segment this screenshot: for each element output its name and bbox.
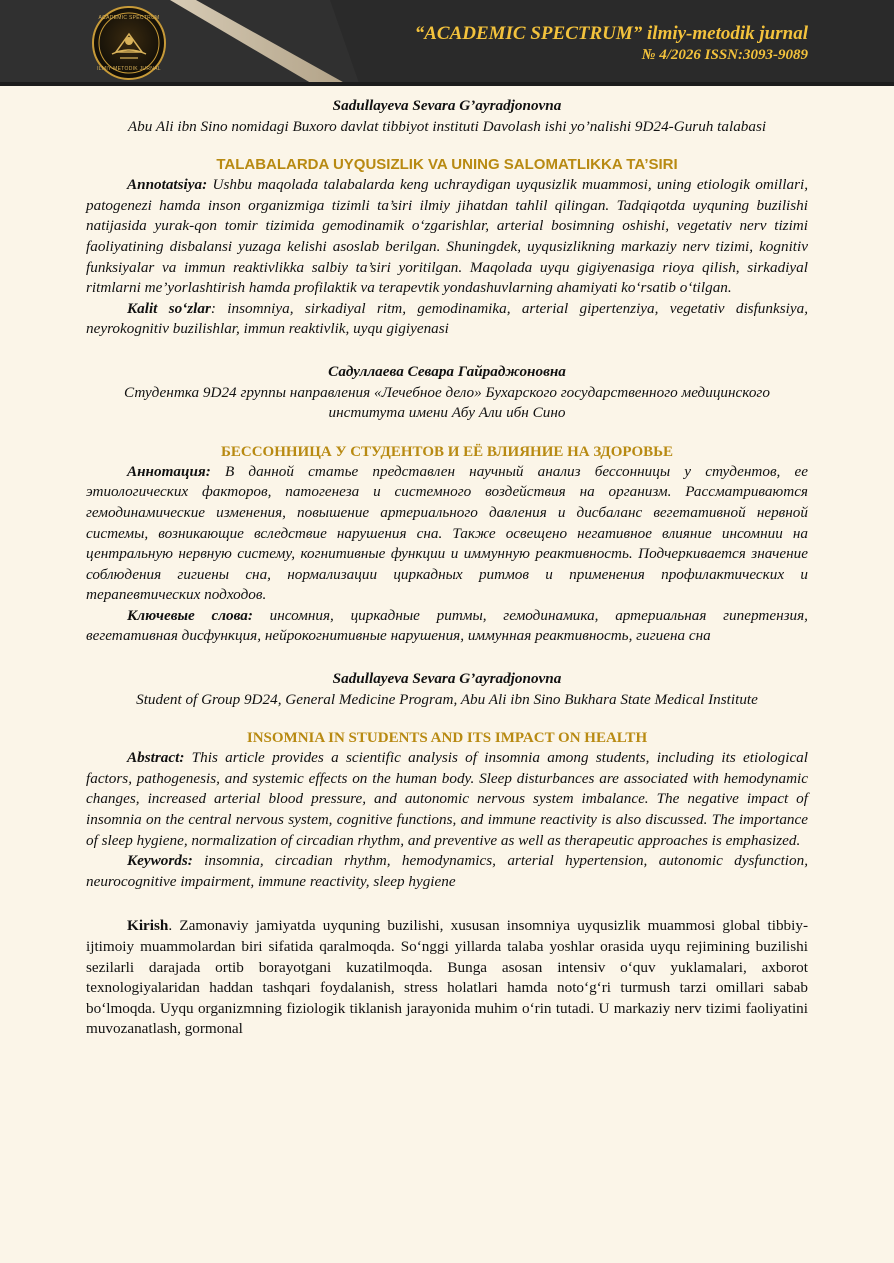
abstract-text-uz: Ushbu maqolada talabalarda keng uchraydigan uyqusizlik muammosi, uning etiologik omillari, patogenezi hamda inson organizmiga tizimli ta’siri ilmiy jihatdan tahlil qilingan. Tadqiqotda uyquning buzilishi natijasida yurak-qon tomir tizimida gemodinamik o‘zgarishlar, arterial bosimning oshishi, vegetativ nerv tizimi faoliyatining disbalansi yuzaga kelishi asoslab berilgan. Shuningdek, uyqusizlikning markaziy nerv tizimi, kognitiv funksiyalar va immun reaktivlikka salbiy ta’siri yoritilgan. Maqolada uyqu gigiyenasiga rioya qilish, sirkadiyal ritmlarni me’yorlashtirish hamda profilaktik va terapevtik yondashuvlarning ahamiyati ko‘rsatib o‘tilgan. bbox=[86, 176, 808, 297]
affiliation-en: Student of Group 9D24, General Medicine Program, Abu Ali ibn Sino Bukhara State Medical Institute bbox=[136, 690, 758, 708]
keywords-text-en: insomnia, circadian rhythm, hemodynamics, arterial hypertension, autonomic dysfunction, neurocognitive impairment, immune reactivity, sleep hygiene bbox=[86, 852, 808, 890]
article-body bbox=[86, 96, 808, 1040]
abstract-text-en: This article provides a scientific analysis of insomnia among students, including its etiological factors, pathogenesis, and systemic effects on the human body. Sleep disturbances are associated with hemodynamic changes, increased arterial blood pressure, and autonomic nervous system imbalance. The negative impact of insomnia on the central nervous system, cognitive functions, and immune reactivity is also discussed. The importance of sleep hygiene, normalization of circadian rhythm, and preventive as well as therapeutic approaches is emphasized. bbox=[86, 749, 808, 849]
abstract-label-ru: Аннотация: bbox=[127, 462, 211, 480]
section-en bbox=[86, 669, 808, 892]
introduction-paragraph bbox=[86, 916, 808, 1040]
abstract-ru bbox=[86, 462, 808, 606]
keywords-label-en: Keywords: bbox=[127, 852, 193, 870]
article-title-en: INSOMNIA IN STUDENTS AND ITS IMPACT ON HEALTH bbox=[246, 730, 648, 747]
journal-header bbox=[0, 0, 894, 86]
keywords-en bbox=[86, 851, 808, 892]
introduction-text: . Zamonaviy jamiyatda uyquning buzilishi, xususan insomniya uyqusizlik muammosi global tibbiy-ijtimoiy muammolardan biri sifatida qaralmoqda. So‘nggi yillarda talaba yoshlar orasida uyqu rejimining buzilishi sezilarli darajada ortib borayotgani kuzatilmoqda. Bunga asosan intensiv o‘quv yuklamalari, axborot texnologiyalaridan haddan tashqari foydalanish, stress holatlari hamda noto‘g‘ri turmush tarzi omillari sabab bo‘lmoqda. Uyqu organizmning fiziologik tiklanish jarayonida muhim o‘rin tutadi. U markaziy nerv tizimi faoliyatini muvozanatlash, gormonal bbox=[86, 917, 808, 1038]
author-name-uz: Sadullayeva Sevara G’ayradjonovna bbox=[332, 97, 562, 114]
section-uz bbox=[86, 96, 808, 340]
keywords-uz bbox=[86, 299, 808, 340]
section-ru bbox=[86, 362, 808, 647]
affiliation-ru: Студентка 9D24 группы направления «Лечебное дело» Бухарского государственного медицинского института имени Абу Али ибн Сино bbox=[124, 383, 770, 422]
abstract-label-uz: Annotatsiya: bbox=[127, 176, 208, 194]
article-title-uz: TALABALARDA UYQUSIZLIK VA UNING SALOMATLIKKA TA’SIRI bbox=[216, 156, 678, 174]
keywords-text-ru: инсомния, циркадные ритмы, гемодинамика, артериальная гипертензия, вегетативная дисфункция, нейрокогнитивные нарушения, иммунная реактивность, гигиена сна bbox=[86, 606, 808, 645]
keywords-ru bbox=[86, 606, 808, 647]
abstract-label-en: Abstract: bbox=[127, 749, 185, 767]
keywords-text-uz: : insomniya, sirkadiyal ritm, gemodinamika, arterial gipertenziya, vegetativ disfunksiya, neyrokognitiv buzilishlar, immun reaktivlik, uyqu gigiyenasi bbox=[86, 299, 808, 338]
keywords-label-ru: Ключевые слова: bbox=[127, 606, 253, 624]
keywords-label-uz: Kalit so‘zlar bbox=[127, 299, 211, 317]
journal-logo bbox=[92, 6, 166, 80]
abstract-uz bbox=[86, 175, 808, 299]
introduction-label: Kirish bbox=[127, 917, 169, 935]
abstract-text-ru: В данной статье представлен научный анализ бессонницы у студентов, ее этиологических факторов, патогенеза и системного воздействия на организм. Рассматриваются гемодинамические изменения, повышение артериального давления и дисбаланс вегетативной нервной системы, возникающие вследствие нарушения сна. Также освещено негативное влияние инсомнии на центральную нервную систему, когнитивные функции и иммунную реактивность. Подчеркивается значение соблюдения гигиены сна, нормализации циркадных ритмов и применения профилактических и терапевтических подходов. bbox=[86, 462, 808, 604]
abstract-en bbox=[86, 748, 808, 851]
journal-title: “ACADEMIC SPECTRUM” ilmiy-metodik jurnal bbox=[414, 23, 808, 44]
affiliation-uz: Abu Ali ibn Sino nomidagi Buxoro davlat tibbiyot instituti Davolash ishi yo’nalishi 9D24-Guruh talabasi bbox=[127, 117, 767, 135]
author-name-ru: Садуллаева Севара Гайраджоновна bbox=[328, 362, 566, 380]
journal-issue: № 4/2026 ISSN:3093-9089 bbox=[641, 47, 808, 63]
author-name-en: Sadullayeva Sevara G’ayradjonovna bbox=[332, 670, 562, 688]
logo-text-top: ACADEMIC SPECTRUM bbox=[98, 15, 160, 21]
logo-text-bottom: ILMIY-METODIK JURNAL bbox=[97, 66, 161, 72]
article-title-ru: БЕССОННИЦА У СТУДЕНТОВ И ЕЁ ВЛИЯНИЕ НА ЗДОРОВЬЕ bbox=[220, 443, 674, 460]
